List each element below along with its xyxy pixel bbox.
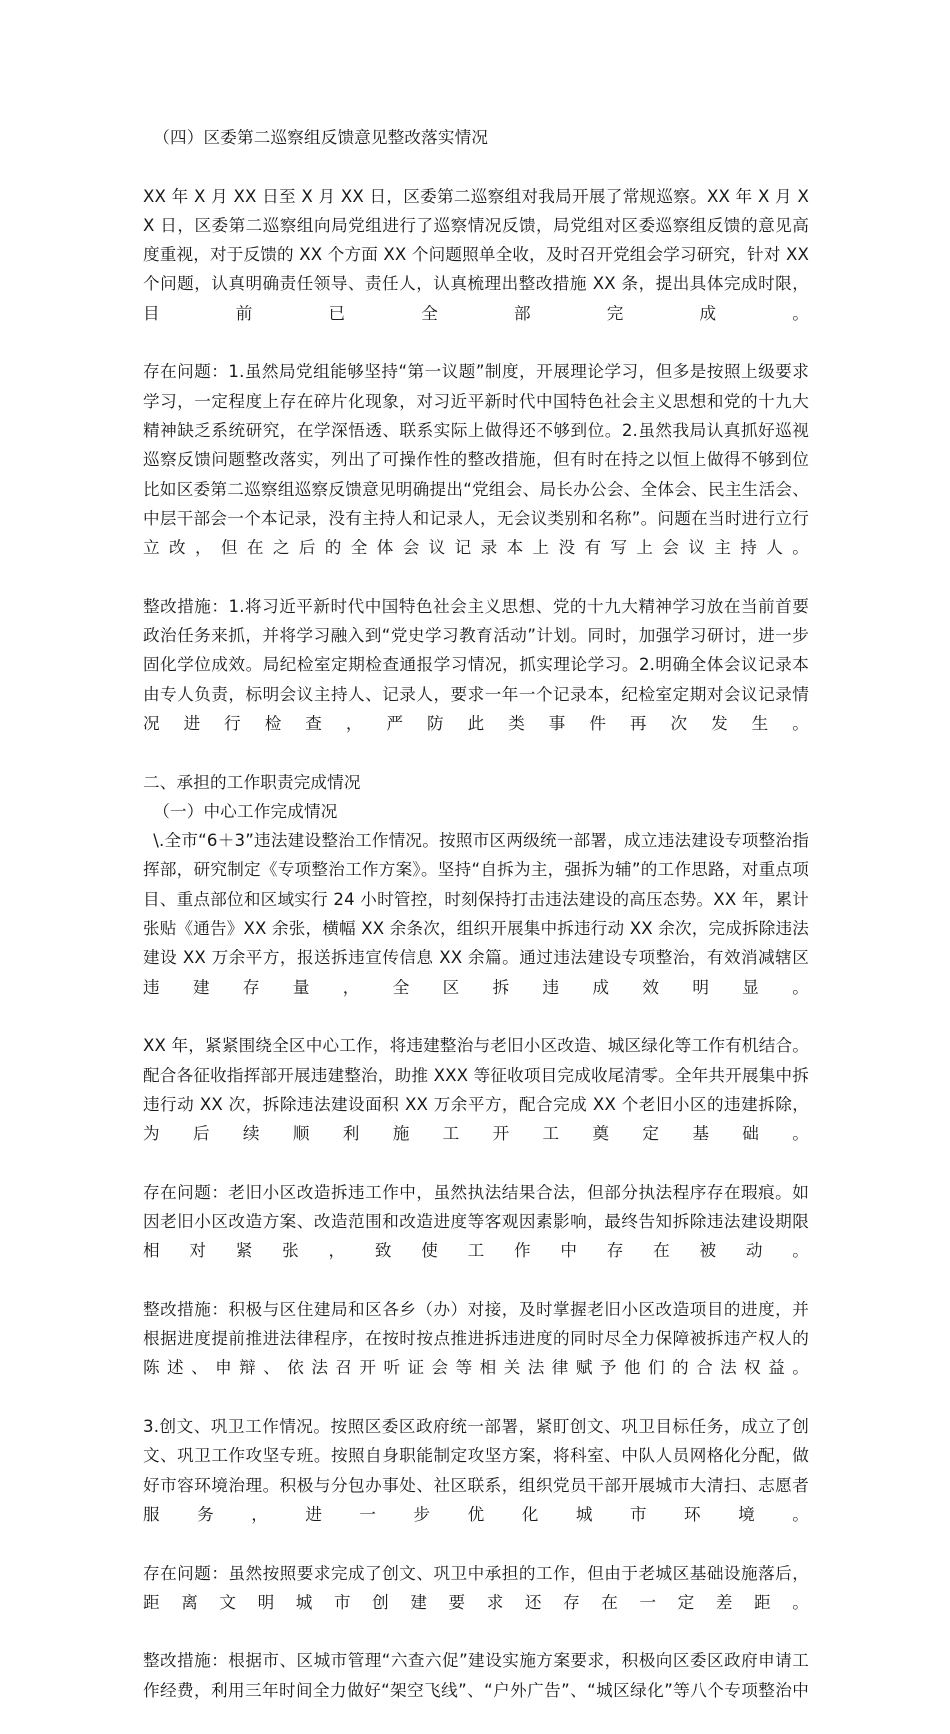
paragraph-rectification-measures-2: 整改措施：积极与区住建局和区各乡（办）对接，及时掌握老旧小区改造项目的进度，并根据进度提前推进法律程序，在按时按点推进拆违进度的同时尽全力保障被拆违产权人的陈述、申辩、依法召开听证会等相关法律赋予他们的合法权益。 xyxy=(143,1299,809,1378)
paragraph-illegal-construction: \.全市“6＋3”违法建设整治工作情况。按照市区两级统一部署，成立违法建设专项整治指挥部，研究制定《专项整治工作方案》。坚持“自拆为主，强拆为辅”的工作思路，对重点项目、重点部位和区域实行 24 小时管控，时刻保持打击违法建设的高压态势。XX 年，累计张贴《通告》XX 余张，横幅 XX 余条次，组织开展集中拆违行动 XX 余次，完成拆除违法建设 XX 万余平方，报送拆违宣传信息 XX 余篇。通过违法建设专项整治，有效消减辖区违建存量，全区拆违成效明显。 xyxy=(143,831,809,997)
section-heading-si: （四）区委第二巡察组反馈意见整改落实情况 xyxy=(153,128,489,147)
paragraph-existing-problems-3: 存在问题：虽然按照要求完成了创文、巩卫中承担的工作，但由于老城区基础设施落后，距离文明城市创建要求还存在一定差距。 xyxy=(143,1563,809,1612)
paragraph-inspection-overview: XX 年 X 月 XX 日至 X 月 XX 日，区委第二巡察组对我局开展了常规巡察。XX 年 X 月 XX 日，区委第二巡察组向局党组进行了巡察情况反馈，局党组对区委巡察组反馈的意见高度重视，对于反馈的 XX 个方面 XX 个问题照单全收，及时召开党组会学习研究，针对 XX 个问题，认真明确责任领导、责任人，认真梳理出整改措施 XX 条，提出具体完成时限，目前已全部完成。 xyxy=(143,186,809,323)
paragraph-annual-work: XX 年，紧紧围绕全区中心工作，将违建整治与老旧小区改造、城区绿化等工作有机结合。配合各征收指挥部开展违建整治，助推 XXX 等征收项目完成收尾清零。全年共开展集中拆违行动 XX 次，拆除违法建设面积 XX 万余平方，配合完成 XX 个老旧小区的违建拆除，为后续顺利施工开工奠定基础。 xyxy=(143,1036,809,1144)
paragraph-existing-problems-2: 存在问题：老旧小区改造拆违工作中，虽然执法结果合法，但部分执法程序存在瑕痕。如因老旧小区改造方案、改造范围和改造进度等客观因素影响，最终告知拆除违法建设期限相对紧张，致使工作中存在被动。 xyxy=(143,1182,809,1261)
document-text-body xyxy=(143,123,809,1734)
paragraph-existing-problems-1: 存在问题：1.虽然局党组能够坚持“第一议题”制度，开展理论学习，但多是按照上级要求学习，一定程度上存在碎片化现象，对习近平新时代中国特色社会主义思想和党的十九大精神缺乏系统研究，在学深悟透、联系实际上做得还不够到位。2.虽然我局认真抓好巡视巡察反馈问题整改落实，列出了可操作性的整改措施，但有时在持之以恒上做得不够到位比如区委第二巡察组巡察反馈意见明确提出“党组会、局长办公会、全体会、民主生活会、中层干部会一个本记录，没有主持人和记录人，无会议类别和名称”。问题在当时进行立行立改，但在之后的全体会议记录本上没有写上会议主持人。 xyxy=(143,362,809,558)
paragraph-rectification-measures-1: 整改措施：1.将习近平新时代中国特色社会主义思想、党的十九大精神学习放在当前首要政治任务来抓，并将学习融入到“党史学习教育活动”计划。同时，加强学习研讨，进一步固化学位成效。局纪检室定期检查通报学习情况，抓实理论学习。2.明确全体会议记录本由专人负责，标明会议主持人、记录人，要求一年一个记录本，纪检室定期对会议记录情况进行检查，严防此类事件再次发生。 xyxy=(143,596,809,733)
section-heading-yi: （一）中心工作完成情况 xyxy=(153,801,338,821)
section-heading-er: 二、承担的工作职责完成情况 xyxy=(143,772,361,792)
paragraph-chuangwen-gongwei: 3.创文、巩卫工作情况。按照区委区政府统一部署，紧盯创文、巩卫目标任务，成立了创文、巩卫工作攻坚专班。按照自身职能制定攻坚方案，将科室、中队人员网格化分配，做好市容环境治理。积极与分包办事处、社区联系，组织党员干部开展城市大清扫、志愿者服务，进一步优化城市环境。 xyxy=(143,1417,809,1524)
paragraph-rectification-measures-3: 整改措施：根据市、区城市管理“六查六促”建设实施方案要求，积极向区委区政府申请工作经费，利用三年时间全力做好“架空飞线”、“户外广告”、“城区绿化”等八个专项整治中 xyxy=(143,1651,809,1700)
